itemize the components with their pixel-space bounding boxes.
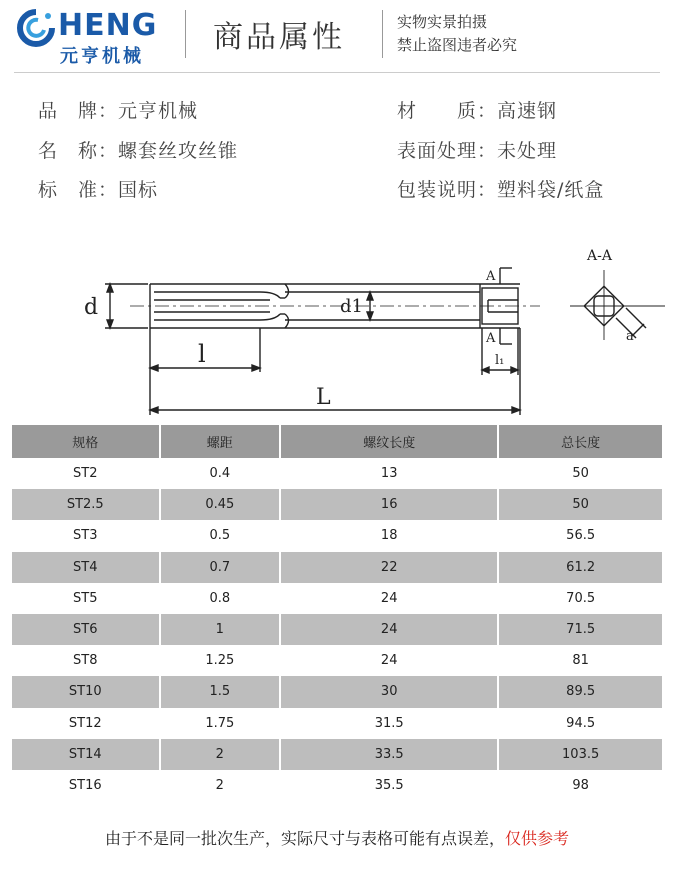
cell-thread-length: 24 [280,583,498,614]
cell-spec: ST12 [12,708,160,739]
table-row [12,520,662,551]
logo-wordmark: HENG [58,8,158,43]
cell-spec: ST8 [12,645,160,676]
cell-spec: ST10 [12,676,160,707]
cell-total-length: 81 [498,645,662,676]
cell-spec: ST5 [12,583,160,614]
cell-thread-length: 35.5 [280,770,498,801]
label-A-top: A [486,269,496,284]
table-row [12,645,662,676]
spec-table [12,425,662,801]
attr-packaging-label: 包装说明： [397,179,498,201]
table-row [12,458,662,489]
attr-packaging [397,175,604,202]
header-separator [14,72,660,73]
header-divider [185,10,186,58]
cell-pitch: 0.8 [160,583,281,614]
cell-spec: ST6 [12,614,160,645]
table-row [12,770,662,801]
header-divider-2 [382,10,383,58]
attr-material-value: 高速钢 [497,100,558,122]
header [0,0,674,70]
table-header-row [12,425,662,458]
cell-spec: ST14 [12,739,160,770]
attr-material-label: 材 质： [397,100,498,122]
disclaimer-highlight: 仅供参考 [505,829,570,848]
table-row [12,708,662,739]
table-row [12,489,662,520]
cell-total-length: 50 [498,489,662,520]
label-l1: l₁ [495,353,505,368]
cell-total-length: 56.5 [498,520,662,551]
logo [14,6,184,67]
cell-total-length: 89.5 [498,676,662,707]
photo-note: 实物实景拍摄 [397,13,488,31]
cell-thread-length: 16 [280,489,498,520]
cell-pitch: 2 [160,770,281,801]
cell-spec: ST2 [12,458,160,489]
attr-brand-value: 元亨机械 [118,100,199,122]
tap-technical-drawing [70,240,670,425]
cell-pitch: 1.25 [160,645,281,676]
cell-thread-length: 31.5 [280,708,498,739]
attr-name-label: 名 称： [38,140,119,162]
attr-brand [38,96,198,123]
cell-pitch: 0.4 [160,458,281,489]
label-d: d [84,295,99,320]
attr-standard [38,175,158,202]
cell-pitch: 2 [160,739,281,770]
cell-thread-length: 18 [280,520,498,551]
col-header-thread-length: 螺纹长度 [280,425,498,458]
cell-pitch: 0.45 [160,489,281,520]
col-header-spec: 规格 [12,425,160,458]
attr-material [397,96,557,123]
cell-total-length: 71.5 [498,614,662,645]
copyright-note: 禁止盗图违者必究 [397,36,518,54]
attr-standard-label: 标 准： [38,179,119,201]
cell-pitch: 0.7 [160,552,281,583]
attr-surface [397,136,557,163]
attr-surface-label: 表面处理： [397,140,498,162]
label-A-bottom: A [486,331,496,346]
label-section-AA: A-A [587,248,612,264]
disclaimer [0,826,674,849]
logo-chinese-name: 元亨机械 [60,46,144,67]
cell-pitch: 1.5 [160,676,281,707]
cell-spec: ST4 [12,552,160,583]
cell-pitch: 1 [160,614,281,645]
label-d1: d1 [340,296,363,317]
cell-thread-length: 30 [280,676,498,707]
attr-packaging-value: 塑料袋/纸盒 [497,179,605,201]
cell-spec: ST2.5 [12,489,160,520]
cell-thread-length: 24 [280,614,498,645]
attr-brand-label: 品 牌： [38,100,119,122]
cell-total-length: 98 [498,770,662,801]
cell-spec: ST16 [12,770,160,801]
attr-surface-value: 未处理 [497,140,558,162]
attr-name [38,136,238,163]
table-row [12,583,662,614]
cell-total-length: 103.5 [498,739,662,770]
cell-pitch: 1.75 [160,708,281,739]
cell-total-length: 61.2 [498,552,662,583]
page-title: 商品属性 [213,20,345,55]
attr-name-value: 螺套丝攻丝锥 [118,140,239,162]
cell-pitch: 0.5 [160,520,281,551]
cell-thread-length: 22 [280,552,498,583]
table-row [12,614,662,645]
cell-thread-length: 24 [280,645,498,676]
label-l: l [198,340,206,368]
table-row [12,676,662,707]
attr-standard-value: 国标 [118,179,159,201]
label-a: a [626,329,634,344]
cell-spec: ST3 [12,520,160,551]
table-row [12,552,662,583]
cell-total-length: 50 [498,458,662,489]
cell-total-length: 94.5 [498,708,662,739]
label-L: L [316,385,331,410]
logo-swirl-icon [14,8,58,48]
col-header-total-length: 总长度 [498,425,662,458]
col-header-pitch: 螺距 [160,425,281,458]
disclaimer-text: 由于不是同一批次生产，实际尺寸与表格可能有点误差， [104,829,505,848]
cell-thread-length: 13 [280,458,498,489]
cell-thread-length: 33.5 [280,739,498,770]
cell-total-length: 70.5 [498,583,662,614]
table-row [12,739,662,770]
